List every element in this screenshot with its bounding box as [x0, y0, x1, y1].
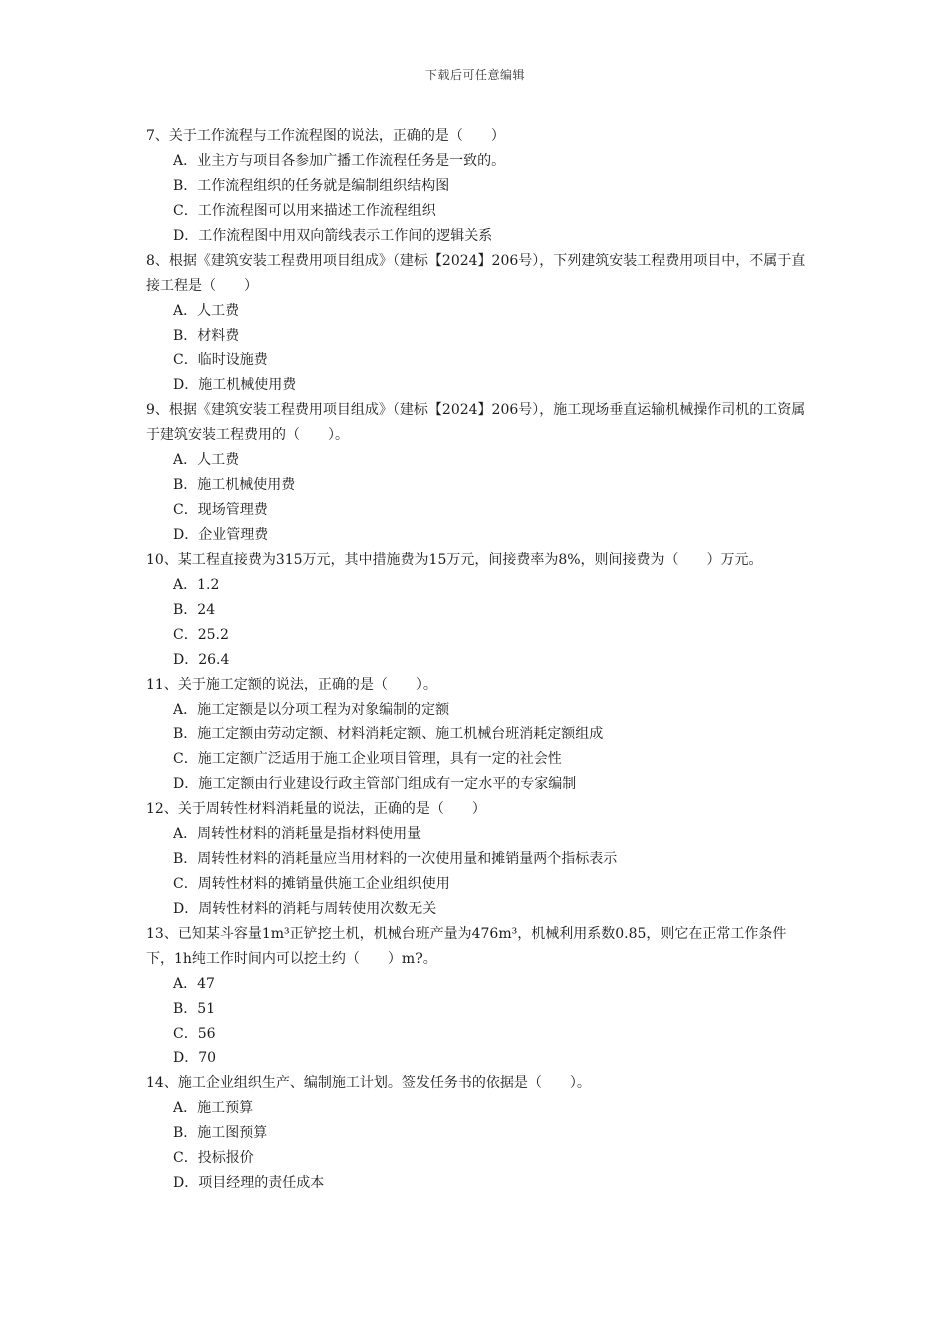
option-a: A．人工费: [173, 452, 240, 469]
option-c: C．周转性材料的摊销量供施工企业组织使用: [173, 875, 450, 892]
option-c: C．工作流程图可以用来描述工作流程组织: [173, 202, 436, 219]
question-12: [146, 797, 808, 922]
option-list: [146, 698, 808, 798]
option-a: A．业主方与项目各参加广播工作流程任务是一致的。: [173, 153, 506, 169]
question-text: 7、关于工作流程与工作流程图的说法，正确的是（ ）: [146, 128, 505, 144]
page-header: 下载后可任意编辑: [424, 68, 525, 82]
option-list: [146, 1096, 808, 1196]
question-text: 10、某工程直接费为315万元，其中措施费为15万元，间接费率为8%，则间接费为（ ）万元。: [146, 551, 763, 568]
option-a: A．人工费: [173, 302, 240, 319]
option-c: C．施工定额广泛适用于施工企业项目管理，具有一定的社会性: [173, 751, 562, 768]
option-b: B．施工图预算: [173, 1125, 268, 1142]
question-text: 14、施工企业组织生产、编制施工计划。签发任务书的依据是（ ）。: [146, 1075, 591, 1092]
option-c: C．25.2: [173, 626, 229, 643]
option-b: B．施工机械使用费: [173, 477, 296, 494]
option-d: D．26.4: [173, 651, 230, 668]
option-list: [146, 149, 808, 249]
question-text: 13、已知某斗容量1m³正铲挖土机，机械台班产量为476m³，机械利用系数0.85，则它在正常工作条件下，1h纯工作时间内可以挖土约（ ）m?。: [146, 925, 787, 967]
question-text: 9、根据《建筑安装工程费用项目组成》（建标【2024】206号），施工现场垂直运输机械操作司机的工资属于建筑安装工程费用的（ ）。: [146, 402, 806, 444]
option-list: [146, 573, 808, 673]
option-a: A．施工定额是以分项工程为对象编制的定额: [173, 701, 450, 718]
option-d: D．项目经理的责任成本: [173, 1175, 325, 1192]
question-11: [146, 673, 808, 798]
option-d: D．企业管理费: [173, 526, 269, 543]
option-b: B．24: [173, 601, 216, 618]
question-text: 12、关于周转性材料消耗量的说法，正确的是（ ）: [146, 801, 486, 818]
option-a: A．47: [173, 975, 215, 992]
option-b: B．施工定额由劳动定额、材料消耗定额、施工机械台班消耗定额组成: [173, 726, 604, 743]
document-body: [146, 124, 808, 1196]
option-c: C．临时设施费: [173, 352, 268, 369]
option-list: [146, 972, 808, 1072]
question-text: 11、关于施工定额的说法，正确的是（ ）。: [146, 676, 437, 693]
question-10: [146, 548, 808, 673]
option-b: B．周转性材料的消耗量应当用材料的一次使用量和摊销量两个指标表示: [173, 851, 618, 868]
option-b: B．51: [173, 1000, 216, 1017]
option-a: A．周转性材料的消耗量是指材料使用量: [173, 826, 422, 843]
option-b: B．工作流程组织的任务就是编制组织结构图: [173, 177, 450, 194]
option-a: A．施工预算: [173, 1100, 254, 1117]
question-13: [146, 922, 808, 1072]
option-d: D．70: [173, 1050, 217, 1067]
option-c: C．投标报价: [173, 1150, 254, 1167]
question-8: [146, 249, 808, 399]
option-b: B．材料费: [173, 327, 240, 344]
option-list: [146, 448, 808, 548]
question-7: [146, 124, 808, 249]
option-c: C．56: [173, 1025, 216, 1042]
option-a: A．1.2: [173, 576, 220, 593]
option-d: D．施工定额由行业建设行政主管部门组成有一定水平的专家编制: [173, 776, 577, 793]
option-d: D．工作流程图中用双向箭线表示工作间的逻辑关系: [173, 227, 493, 244]
option-c: C．现场管理费: [173, 502, 268, 519]
question-text: 8、根据《建筑安装工程费用项目组成》（建标【2024】206号），下列建筑安装工程费用项目中，不属于直接工程是（ ）: [146, 252, 806, 294]
option-d: D．施工机械使用费: [173, 377, 297, 394]
option-list: [146, 299, 808, 399]
option-list: [146, 822, 808, 922]
question-14: [146, 1071, 808, 1196]
question-9: [146, 398, 808, 548]
option-d: D．周转性材料的消耗与周转使用次数无关: [173, 900, 437, 917]
